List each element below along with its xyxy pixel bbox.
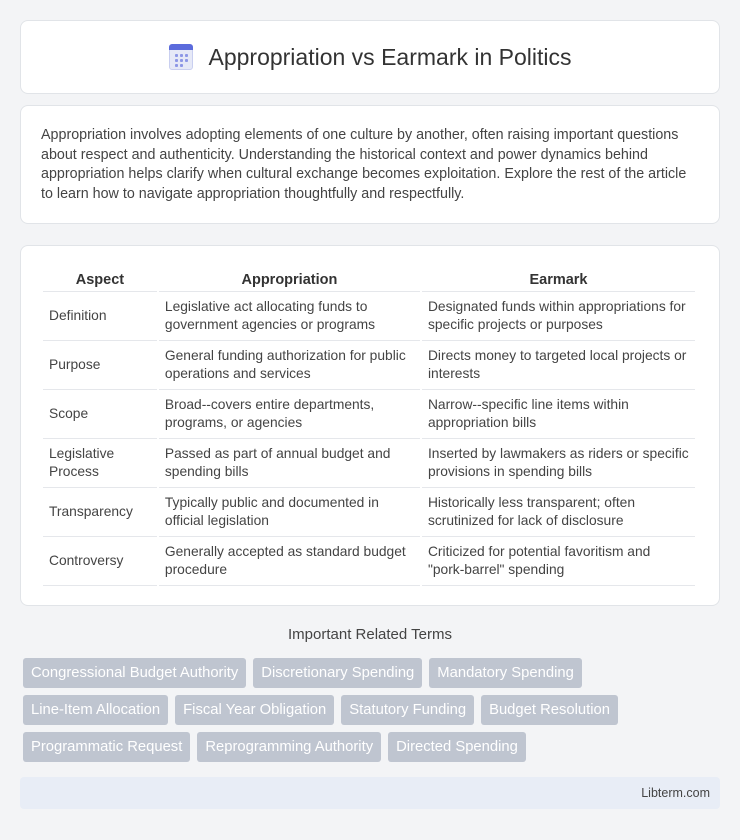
tag-row (23, 658, 723, 688)
earmark-cell: Criticized for potential favoritism and "pork-barrel" spending (422, 537, 695, 586)
comparison-table-card (20, 245, 720, 606)
header-appropriation: Appropriation (159, 266, 420, 292)
aspect-cell: Controversy (43, 537, 157, 586)
earmark-cell: Narrow--specific line items within appropriation bills (422, 390, 695, 439)
page-title: Appropriation vs Earmark in Politics (208, 43, 572, 70)
appropriation-cell: Legislative act allocating funds to government agencies or programs (159, 292, 420, 341)
related-term-tag[interactable]: Discretionary Spending (253, 658, 422, 688)
intro-card (20, 105, 720, 224)
document-icon (168, 43, 194, 71)
comparison-table (41, 266, 697, 586)
earmark-cell: Designated funds within appropriations for specific projects or purposes (422, 292, 695, 341)
related-terms-tags (23, 658, 723, 769)
table-row (43, 439, 695, 488)
header-aspect: Aspect (43, 266, 157, 292)
header-earmark: Earmark (422, 266, 695, 292)
tag-row (23, 695, 723, 725)
table-row (43, 341, 695, 390)
aspect-cell: Scope (43, 390, 157, 439)
aspect-cell: Purpose (43, 341, 157, 390)
aspect-cell: Definition (43, 292, 157, 341)
appropriation-cell: Generally accepted as standard budget procedure (159, 537, 420, 586)
tag-row (23, 732, 723, 762)
earmark-cell: Inserted by lawmakers as riders or specific provisions in spending bills (422, 439, 695, 488)
related-term-tag[interactable]: Statutory Funding (341, 695, 474, 725)
related-term-tag[interactable]: Budget Resolution (481, 695, 618, 725)
appropriation-cell: Passed as part of annual budget and spending bills (159, 439, 420, 488)
related-term-tag[interactable]: Programmatic Request (23, 732, 190, 762)
table-row (43, 292, 695, 341)
aspect-cell: Transparency (43, 488, 157, 537)
related-term-tag[interactable]: Congressional Budget Authority (23, 658, 246, 688)
intro-text: Appropriation involves adopting elements of one culture by another, often raising important questions about respect and authenticity. Understanding the historical context and power dynamics behind appropriation helps clarify when cultural exchange becomes exploitation. Explore the rest of the article to learn how to navigate appropriation thoughtfully and respectfully. (41, 127, 687, 202)
related-term-tag[interactable]: Mandatory Spending (429, 658, 582, 688)
table-row (43, 537, 695, 586)
footer-site-link[interactable]: Libterm.com (641, 786, 710, 800)
earmark-cell: Historically less transparent; often scrutinized for lack of disclosure (422, 488, 695, 537)
related-term-tag[interactable]: Reprogramming Authority (197, 732, 381, 762)
aspect-cell: Legislative Process (43, 439, 157, 488)
appropriation-cell: General funding authorization for public operations and services (159, 341, 420, 390)
table-row (43, 488, 695, 537)
appropriation-cell: Broad--covers entire departments, programs, or agencies (159, 390, 420, 439)
table-header-row (43, 266, 695, 292)
footer (20, 777, 720, 809)
related-term-tag[interactable]: Directed Spending (388, 732, 526, 762)
earmark-cell: Directs money to targeted local projects or interests (422, 341, 695, 390)
appropriation-cell: Typically public and documented in official legislation (159, 488, 420, 537)
header-card (20, 20, 720, 94)
related-term-tag[interactable]: Fiscal Year Obligation (175, 695, 334, 725)
table-row (43, 390, 695, 439)
related-term-tag[interactable]: Line-Item Allocation (23, 695, 168, 725)
related-terms-title: Important Related Terms (288, 626, 452, 643)
